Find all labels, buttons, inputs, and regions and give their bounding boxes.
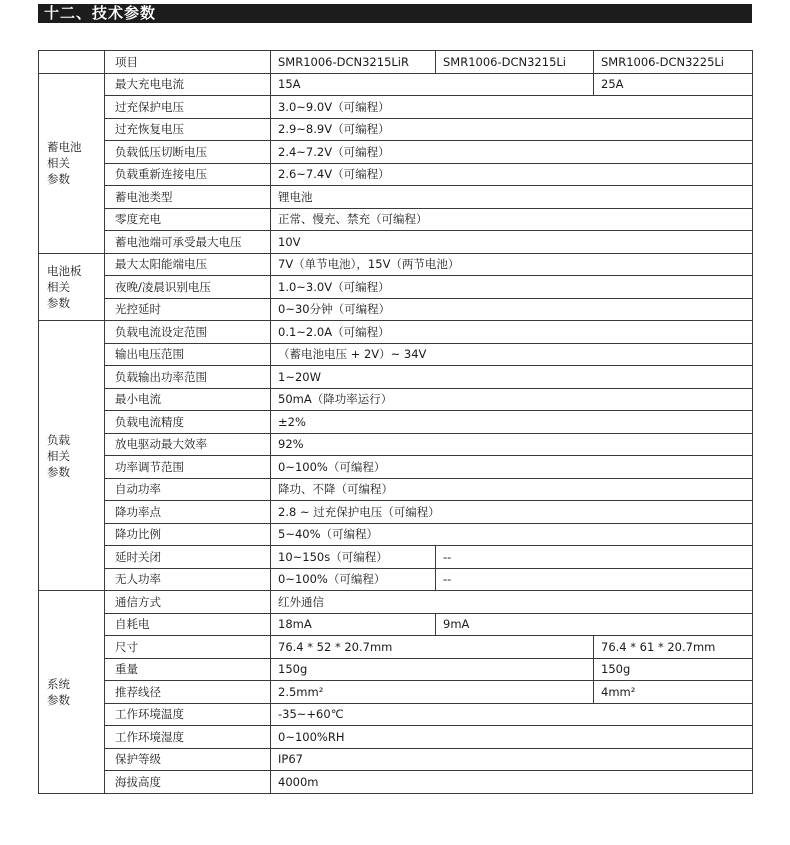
table-row	[39, 96, 753, 119]
row-value: 92%	[271, 433, 753, 456]
row-value: -35~+60℃	[271, 703, 753, 726]
row-label: 延时关闭	[105, 546, 271, 569]
row-value: 2.5mm²	[271, 681, 594, 704]
group-system-label: 系统 参数	[39, 591, 105, 794]
row-value: 4000m	[271, 771, 753, 794]
row-value: 2.8 ~ 过充保护电压（可编程）	[271, 501, 753, 524]
row-label: 最大充电电流	[105, 73, 271, 96]
section-title: 十二、技术参数	[38, 4, 752, 23]
row-value: 锂电池	[271, 186, 753, 209]
table-row	[39, 478, 753, 501]
row-value: 7V（单节电池），15V（两节电池）	[271, 253, 753, 276]
table-row	[39, 748, 753, 771]
row-value: 25A	[594, 73, 753, 96]
header-model-1: SMR1006-DCN3215LiR	[271, 51, 436, 74]
row-label: 工作环境温度	[105, 703, 271, 726]
row-label: 自动功率	[105, 478, 271, 501]
row-label: 负载重新连接电压	[105, 163, 271, 186]
row-label: 通信方式	[105, 591, 271, 614]
table-row	[39, 726, 753, 749]
row-label: 最大太阳能端电压	[105, 253, 271, 276]
table-row	[39, 73, 753, 96]
row-value: 0~100%RH	[271, 726, 753, 749]
row-label: 放电驱动最大效率	[105, 433, 271, 456]
row-label: 工作环境湿度	[105, 726, 271, 749]
row-value: 18mA	[271, 613, 436, 636]
row-label: 负载低压切断电压	[105, 141, 271, 164]
table-row	[39, 231, 753, 254]
row-label: 夜晚/凌晨识别电压	[105, 276, 271, 299]
table-row	[39, 118, 753, 141]
row-value: 4mm²	[594, 681, 753, 704]
row-label: 负载输出功率范围	[105, 366, 271, 389]
row-label: 最小电流	[105, 388, 271, 411]
row-value: 1.0~3.0V（可编程）	[271, 276, 753, 299]
row-value: --	[436, 568, 753, 591]
table-row	[39, 501, 753, 524]
row-label: 保护等级	[105, 748, 271, 771]
table-row	[39, 141, 753, 164]
table-row	[39, 321, 753, 344]
row-value: 15A	[271, 73, 594, 96]
row-label: 蓄电池类型	[105, 186, 271, 209]
table-row	[39, 771, 753, 794]
table-row	[39, 276, 753, 299]
row-value: 50mA（降功率运行）	[271, 388, 753, 411]
row-value: 5~40%（可编程）	[271, 523, 753, 546]
row-label: 自耗电	[105, 613, 271, 636]
table-row	[39, 163, 753, 186]
row-label: 零度充电	[105, 208, 271, 231]
table-row	[39, 366, 753, 389]
row-value: --	[436, 546, 753, 569]
row-value: 3.0~9.0V（可编程）	[271, 96, 753, 119]
table-row	[39, 613, 753, 636]
row-label: 尺寸	[105, 636, 271, 659]
group-panel-label: 电池板 相关 参数	[39, 253, 105, 321]
row-value: 10~150s（可编程）	[271, 546, 436, 569]
row-value: 150g	[271, 658, 594, 681]
table-row	[39, 523, 753, 546]
row-value: 0.1~2.0A（可编程）	[271, 321, 753, 344]
table-row	[39, 456, 753, 479]
spec-table	[38, 50, 753, 794]
row-label: 蓄电池端可承受最大电压	[105, 231, 271, 254]
row-label: 重量	[105, 658, 271, 681]
group-battery-label: 蓄电池 相关 参数	[39, 73, 105, 253]
row-value: 降功、不降（可编程）	[271, 478, 753, 501]
row-label: 功率调节范围	[105, 456, 271, 479]
row-label: 无人功率	[105, 568, 271, 591]
row-value: 150g	[594, 658, 753, 681]
header-item: 项目	[105, 51, 271, 74]
table-header-row	[39, 51, 753, 74]
row-label: 负载电流精度	[105, 411, 271, 434]
row-value: ±2%	[271, 411, 753, 434]
table-row	[39, 433, 753, 456]
row-value: 红外通信	[271, 591, 753, 614]
row-label: 光控延时	[105, 298, 271, 321]
table-row	[39, 343, 753, 366]
table-row	[39, 253, 753, 276]
table-row	[39, 681, 753, 704]
header-model-3: SMR1006-DCN3225Li	[594, 51, 753, 74]
row-value: 9mA	[436, 613, 753, 636]
row-label: 推荐线径	[105, 681, 271, 704]
table-row	[39, 703, 753, 726]
header-model-2: SMR1006-DCN3215Li	[436, 51, 594, 74]
row-label: 负载电流设定范围	[105, 321, 271, 344]
row-value: 0~100%（可编程）	[271, 456, 753, 479]
row-value: 76.4 * 61 * 20.7mm	[594, 636, 753, 659]
table-row	[39, 546, 753, 569]
row-value: 正常、慢充、禁充（可编程）	[271, 208, 753, 231]
row-label: 降功率点	[105, 501, 271, 524]
table-row	[39, 568, 753, 591]
table-row	[39, 208, 753, 231]
table-row	[39, 658, 753, 681]
table-row	[39, 591, 753, 614]
row-value: 1~20W	[271, 366, 753, 389]
row-label: 降功比例	[105, 523, 271, 546]
table-row	[39, 411, 753, 434]
table-row	[39, 636, 753, 659]
row-label: 过充恢复电压	[105, 118, 271, 141]
row-value: 0~30分钟（可编程）	[271, 298, 753, 321]
row-value: （蓄电池电压 + 2V）~ 34V	[271, 343, 753, 366]
table-row	[39, 298, 753, 321]
table-row	[39, 388, 753, 411]
row-label: 输出电压范围	[105, 343, 271, 366]
row-value: 2.9~8.9V（可编程）	[271, 118, 753, 141]
group-load-label: 负载 相关 参数	[39, 321, 105, 591]
row-value: 0~100%（可编程）	[271, 568, 436, 591]
row-value: IP67	[271, 748, 753, 771]
row-value: 2.6~7.4V（可编程）	[271, 163, 753, 186]
row-value: 10V	[271, 231, 753, 254]
row-value: 76.4 * 52 * 20.7mm	[271, 636, 594, 659]
row-value: 2.4~7.2V（可编程）	[271, 141, 753, 164]
row-label: 海拔高度	[105, 771, 271, 794]
table-row	[39, 186, 753, 209]
row-label: 过充保护电压	[105, 96, 271, 119]
